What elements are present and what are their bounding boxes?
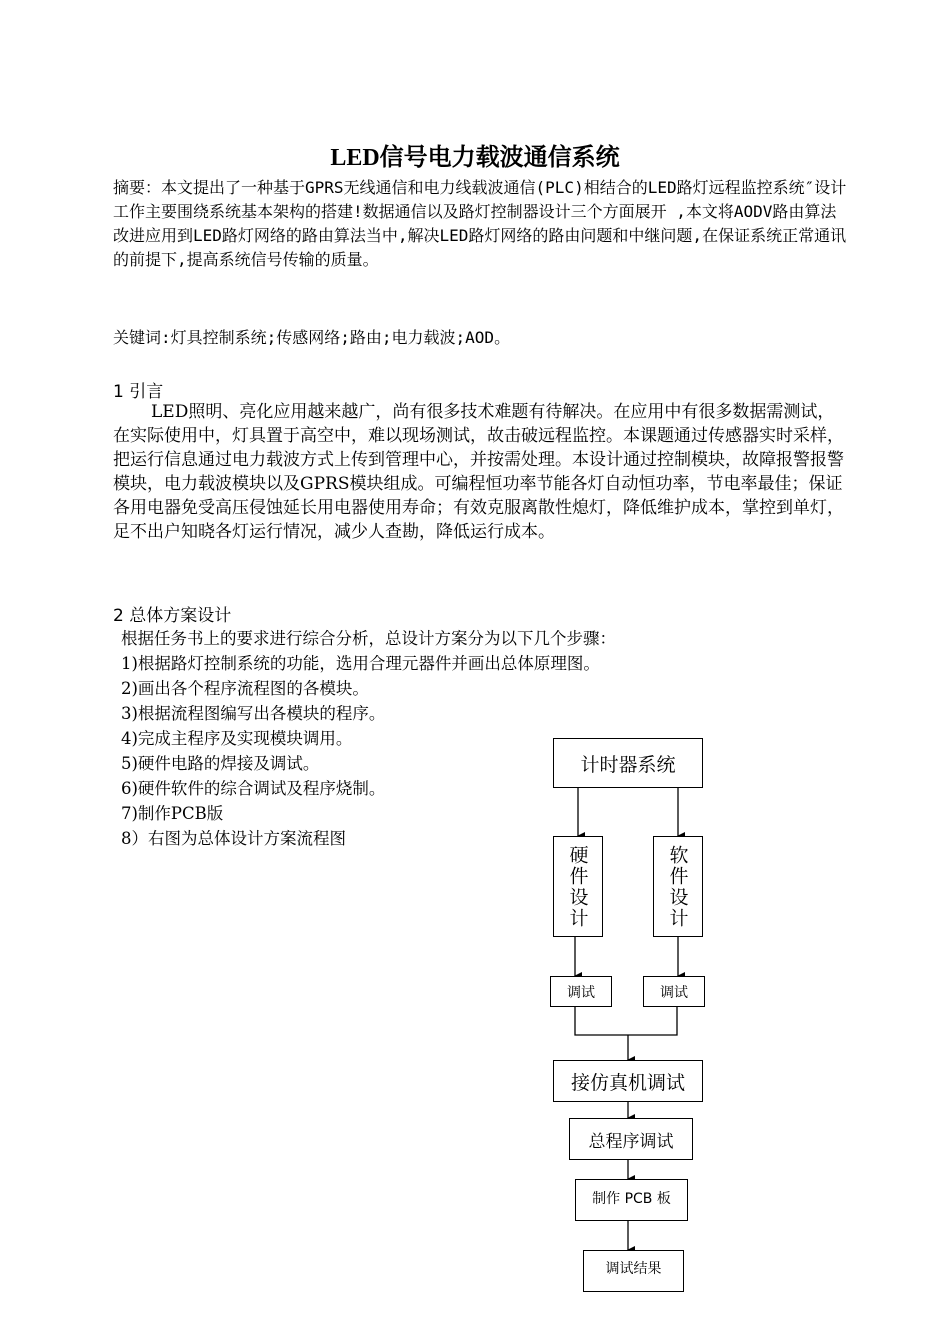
step-item: 2)画出各个程序流程图的各模块。 (121, 679, 369, 698)
step-item: 1)根据路灯控制系统的功能，选用合理元器件并画出总体原理图。 (121, 654, 600, 673)
flowchart-timer-system: 计时器系统 (553, 738, 703, 788)
step-item: 8）右图为总体设计方案流程图 (121, 829, 346, 848)
step-item: 7)制作PCB版 (121, 804, 224, 823)
section-1-body: LED照明、亮化应用越来越广，尚有很多技术难题有待解决。在应用中有很多数据需测试，在实际使用中，灯具置于高空中，难以现场测试，故击破远程监控。本课题通过传感器实时采样，把运行信息通过电力载波方式上传到管理中心，并按需处理。本设计通过控制模块，故障报警报警模块，电力载波模块以及GPRS模块组成。可编程恒功率节能各灯自动恒功率，节电率最佳；保证各用电器免受高压侵蚀延长用电器使用寿命；有效克服离散性熄灯，降低维护成本，掌控到单灯，足不出户知晓各灯运行情况，减少人查勘，降低运行成本。 (113, 402, 844, 542)
step-intro: 根据任务书上的要求进行综合分析，总设计方案分为以下几个步骤： (121, 629, 616, 648)
flowchart-hardware-design: 硬件设计 (566, 844, 589, 929)
flowchart-simulator-debug: 接仿真机调试 (553, 1060, 703, 1102)
merge-line (575, 1007, 677, 1035)
step-item: 6)硬件软件的综合调试及程序烧制。 (121, 779, 386, 798)
flowchart-software-design: 软件设计 (666, 844, 689, 929)
abstract: 摘要：本文提出了一种基于GPRS无线通信和电力线载波通信(PLC)相结合的LED路灯远程监控系统″设计工作主要围绕系统基本架构的搭建!数据通信以及路灯控制器设计三个方面展开 ,本文将AODV路由算法改进应用到LED路灯网络的路由算法当中,解决LED路灯网络的路由问题和中继问题,在保证系统正常通讯的前提下,提高系统信号传输的质量。 (113, 178, 847, 269)
step-item: 5)硬件电路的焊接及调试。 (121, 754, 320, 773)
section-1-heading: 1 引言 (113, 382, 164, 402)
flowchart-program-debug: 总程序调试 (569, 1118, 693, 1160)
flowchart-hardware-design-box (553, 836, 603, 937)
keywords: 关键词:灯具控制系统;传感网络;路由;电力载波;AOD。 (113, 328, 511, 347)
flowchart-make-pcb: 制作 PCB 板 (575, 1179, 688, 1221)
step-item: 3)根据流程图编写出各模块的程序。 (121, 704, 386, 723)
flowchart-debug-right: 调试 (643, 976, 705, 1007)
flowchart-debug-result: 调试结果 (583, 1250, 684, 1292)
flowchart-debug-left: 调试 (550, 976, 612, 1007)
section-2-heading: 2 总体方案设计 (113, 606, 232, 626)
document-title: LED信号电力载波通信系统 (330, 145, 620, 171)
step-item: 4)完成主程序及实现模块调用。 (121, 729, 353, 748)
flowchart-software-design-box (653, 836, 703, 937)
